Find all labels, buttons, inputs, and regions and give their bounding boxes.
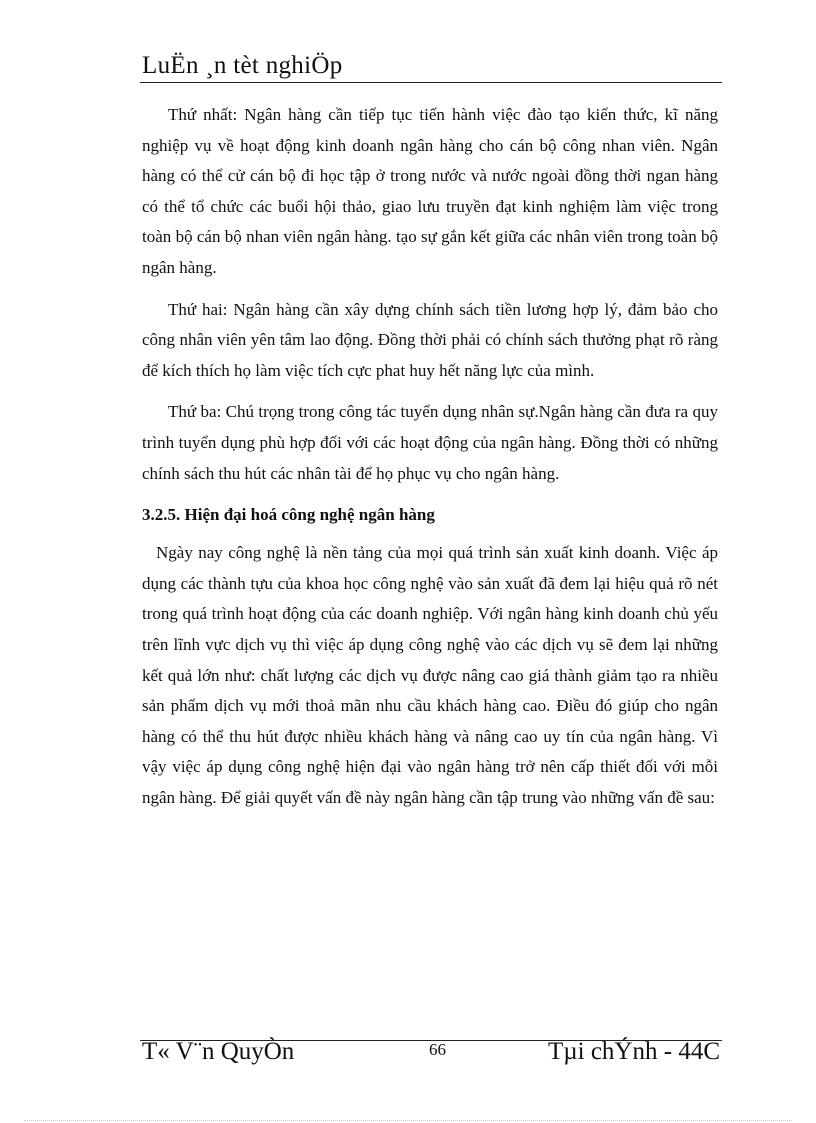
paragraph-third: Thứ ba: Chú trọng trong công tác tuyển dụng nhân sự.Ngân hàng cần đưa ra quy trình tuyển dụng phù hợp đối với các hoạt động của ngân hàng. Đồng thời có những chính sách thu hút các nhân tài để họ phục vụ cho ngân hàng.	[142, 402, 718, 483]
section-paragraph: Ngày nay công nghệ là nền tảng của mọi quá trình sản xuất kinh doanh. Việc áp dụng các thành tựu của khoa học công nghệ vào sản xuất đã đem lại hiệu quả rõ nét trong quá trình hoạt động của các doanh nghiệp. Với ngân hàng kinh doanh chủ yếu trên lĩnh vực dịch vụ thì việc áp dụng công nghệ vào các dịch vụ sẽ đem lại những kết quả lớn như: chất lượng các dịch vụ được nâng cao giá thành giảm tạo ra nhiều sản phẩm dịch vụ mới thoả mãn nhu cầu khách hàng cao. Điều đó giúp cho ngân hàng có thể thu hút được nhiều khách hàng và nâng cao uy tín của ngân hàng. Vì vậy việc áp dụng công nghệ hiện đại vào ngân hàng trở nên cấp thiết đối với mỗi ngân hàng. Để giải quyết vấn đề này ngân hàng cần tập trung vào những vấn đề sau:	[142, 543, 718, 807]
page-edge-divider	[24, 1120, 792, 1121]
header-title: LuËn ¸n tèt nghiÖp	[142, 52, 343, 79]
paragraph-second: Thứ hai: Ngân hàng cần xây dựng chính sách tiền lương hợp lý, đảm bảo cho công nhân viên yên tâm lao động. Đồng thời phải có chính sách thưởng phạt rõ ràng để kích thích họ làm việc tích cực phat huy hết năng lực của mình.	[142, 299, 718, 380]
page-number: 66	[429, 1040, 446, 1059]
document-body	[142, 100, 718, 813]
page-header	[140, 50, 722, 83]
section-heading: 3.2.5. Hiện đại hoá công nghệ ngân hàng	[142, 505, 435, 525]
footer-class: Tµi chÝnh - 44C	[547, 1038, 720, 1065]
paragraph-first: Thứ nhất: Ngân hàng cần tiếp tục tiến hành việc đào tạo kiến thức, kĩ năng nghiệp vụ về hoạt động kinh doanh ngân hàng cho cán bộ công nhan viên. Ngân hàng có thể cử cán bộ đi học tập ở trong nước và nước ngoài đồng thời ngan hàng có thể tổ chức các buổi hội thảo, giao lưu truyền đạt kinh nghiệm làm việc trong toàn bộ cán bộ nhan viên ngân hàng. tạo sự gắn kết giữa các nhân viên trong toàn bộ ngân hàng.	[142, 105, 718, 277]
footer-author: T« V¨n QuyÒn	[142, 1038, 295, 1065]
